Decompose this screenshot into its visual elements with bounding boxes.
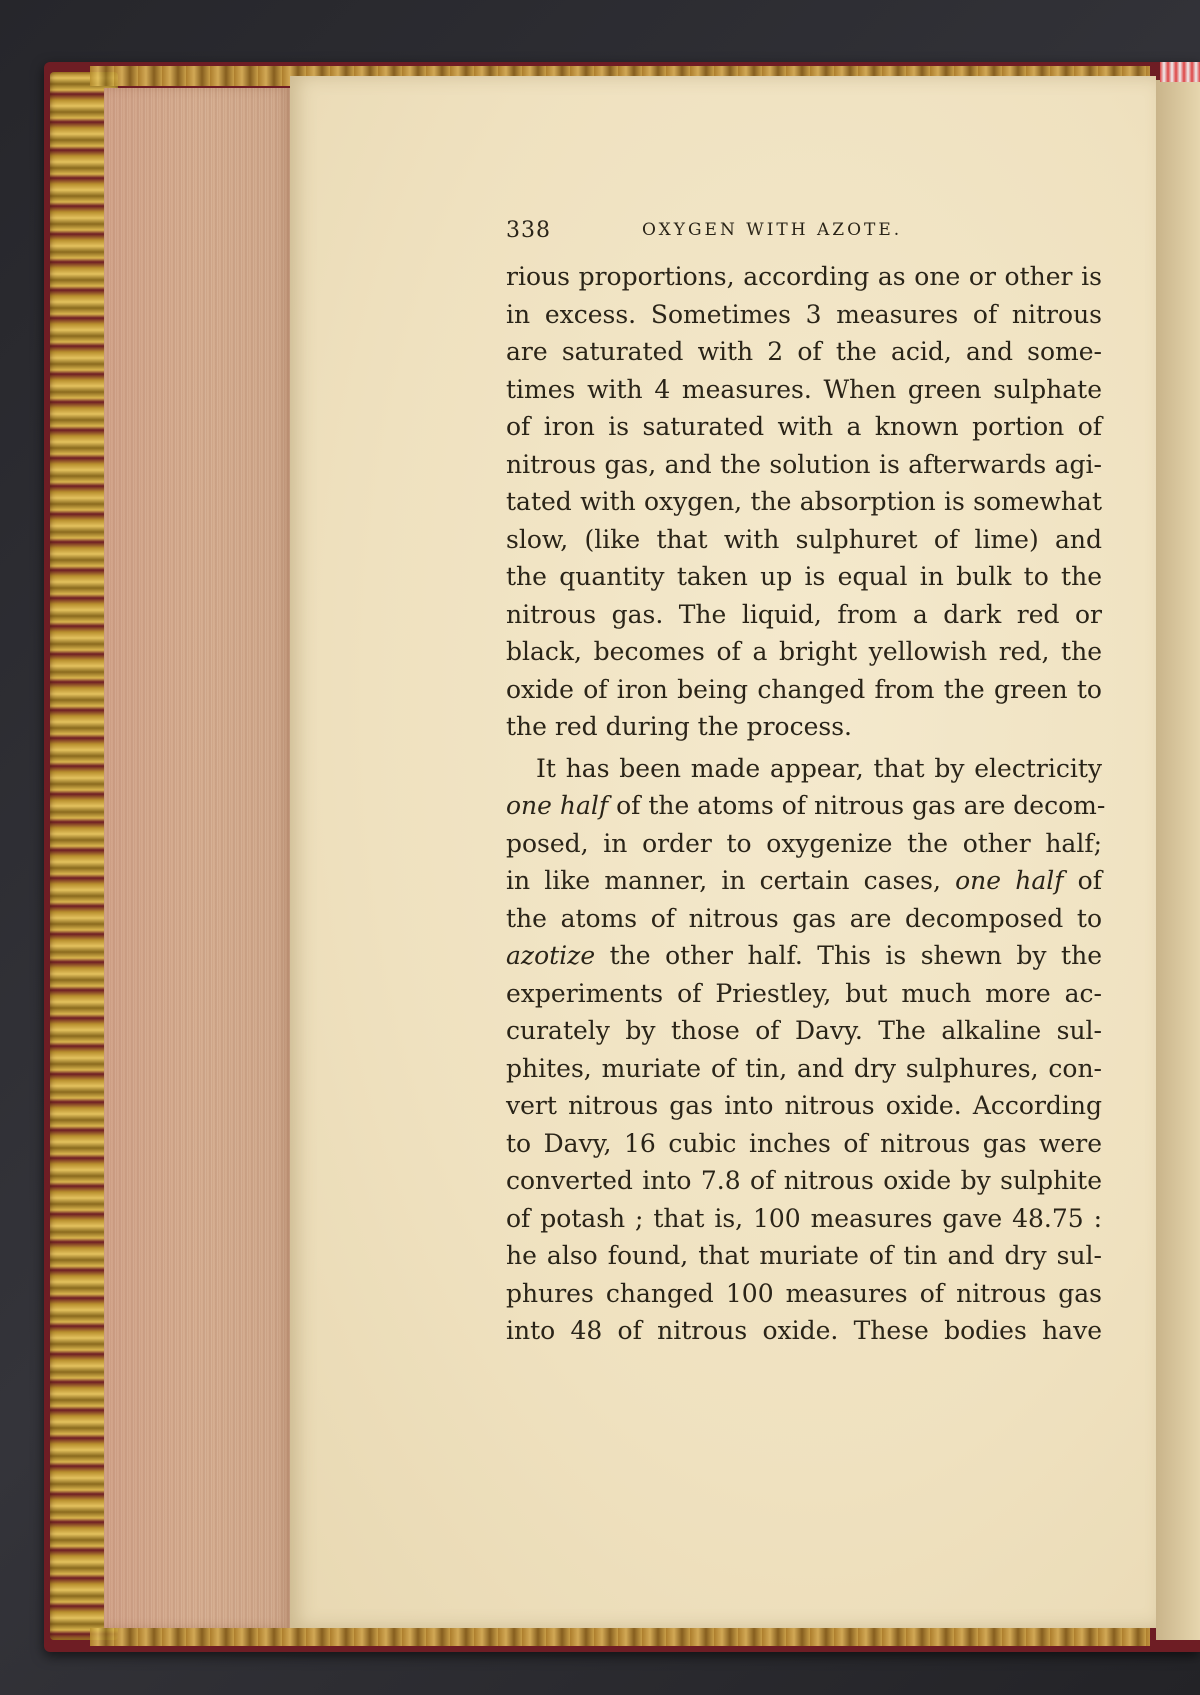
text-line: black, becomes of a bright yellowish red, the: [506, 637, 1102, 666]
text-line: nitrous gas. The liquid, from a dark red or: [506, 599, 1102, 629]
text-line: rious proportions, according as one or other is: [506, 262, 1102, 291]
text-line: slow, (like that with sulphuret of lime) and: [506, 524, 1102, 554]
text-line: oxide of iron being changed from the green to: [506, 674, 1102, 704]
text-line: It has been made appear, that by electricity: [536, 753, 1102, 783]
italic-phrase: azotize: [506, 941, 596, 970]
text-line: posed, in order to oxygenize the other half;: [506, 828, 1102, 858]
text-run: of the atoms of nitrous gas are decom-: [608, 791, 1106, 820]
text-line: in excess. Sometimes 3 measures of nitrous: [506, 299, 1102, 329]
text-line: experiments of Priestley, but much more ac-: [506, 978, 1102, 1008]
text-line: phures changed 100 measures of nitrous gas: [506, 1278, 1102, 1308]
text-line: of potash ; that is, 100 measures gave 48.75 :: [506, 1203, 1102, 1233]
text-line: he also found, that muriate of tin and dry sul-: [506, 1241, 1102, 1270]
text-line: nitrous gas, and the solution is afterwards agi-: [506, 449, 1102, 479]
italic-phrase: one half: [955, 866, 1064, 895]
paragraph-1: [506, 258, 1102, 746]
bookmark-ribbon: [1160, 62, 1200, 82]
text-line: [506, 862, 1102, 900]
text-line: the red during the process.: [506, 712, 852, 741]
paragraph-2: [506, 750, 1106, 1350]
running-head: [506, 218, 1102, 258]
gilt-ornament-bottom: [90, 1628, 1150, 1646]
text-line: tated with oxygen, the absorption is somewhat: [506, 487, 1102, 516]
text-line: are saturated with 2 of the acid, and some-: [506, 337, 1102, 366]
facing-page-edge: [1156, 80, 1200, 1640]
text-line: [506, 937, 1102, 975]
text-line: converted into 7.8 of nitrous oxide by sulphite: [506, 1166, 1102, 1195]
text-run: in like manner, in certain cases,: [506, 866, 956, 895]
running-head-title: OXYGEN WITH AZOTE.: [642, 220, 903, 240]
text-line: into 48 of nitrous oxide. These bodies have: [506, 1316, 1102, 1345]
text-line: times with 4 measures. When green sulphate: [506, 374, 1102, 404]
text-run: of: [1063, 866, 1102, 895]
text-line: to Davy, 16 cubic inches of nitrous gas were: [506, 1128, 1102, 1158]
text-run: the other half. This is shewn by the: [595, 941, 1102, 970]
text-line: vert nitrous gas into nitrous oxide. According: [506, 1091, 1102, 1120]
page-number: 338: [506, 218, 551, 243]
page-text-block: [506, 218, 1106, 1350]
text-line: of iron is saturated with a known portion of: [506, 412, 1102, 441]
text-line: [506, 787, 1106, 825]
italic-phrase: one half: [506, 791, 609, 820]
text-line: phites, muriate of tin, and dry sulphures, con-: [506, 1053, 1102, 1083]
page-edges-tint: [104, 88, 290, 1628]
text-line: curately by those of Davy. The alkaline sul-: [506, 1016, 1102, 1045]
text-line: the quantity taken up is equal in bulk to the: [506, 562, 1102, 591]
text-line: the atoms of nitrous gas are decomposed to: [506, 903, 1102, 933]
